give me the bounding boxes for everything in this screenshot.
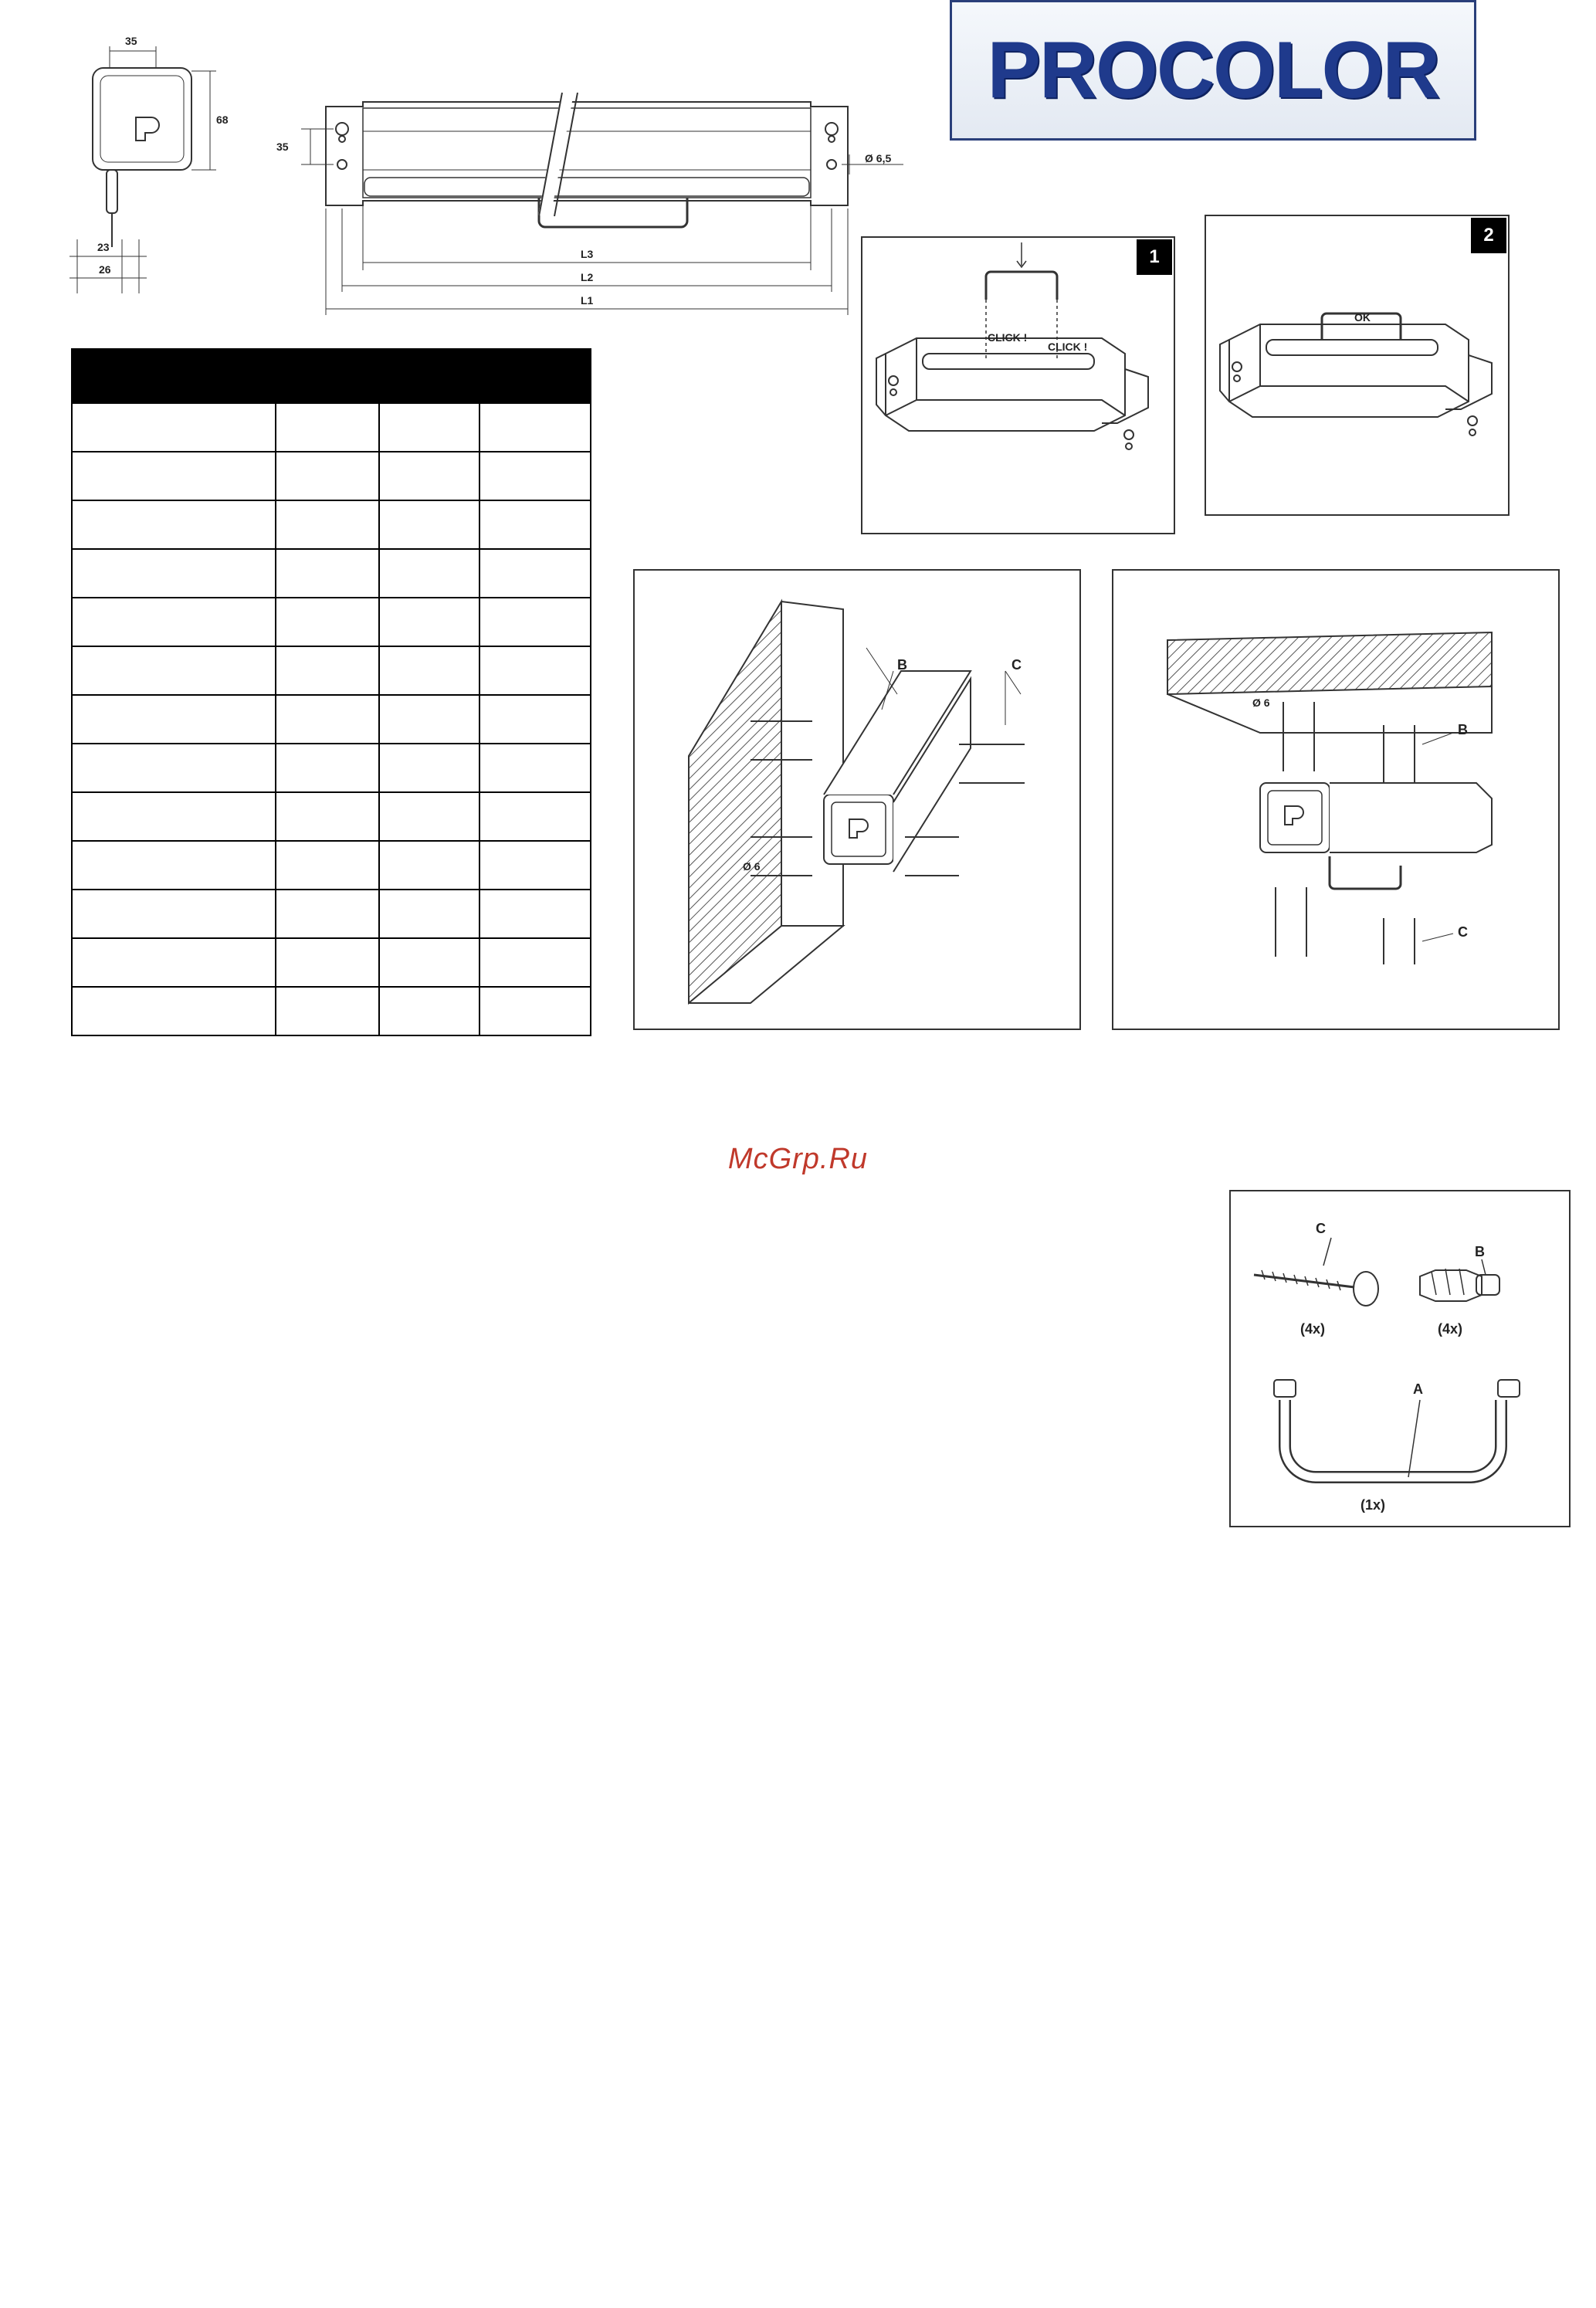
spec-table-cell xyxy=(72,938,276,987)
spec-table-cell xyxy=(276,452,379,500)
front-view xyxy=(301,93,903,315)
spec-table-cell xyxy=(72,695,276,744)
spec-table-row xyxy=(72,646,591,695)
dim-length-2: L2 xyxy=(581,271,594,283)
step-2-badge: 2 xyxy=(1471,218,1506,253)
spec-table-cell xyxy=(379,987,479,1035)
spec-table-cell xyxy=(379,403,479,452)
ceiling-label-c: C xyxy=(1458,924,1468,940)
spec-table-cell xyxy=(276,987,379,1035)
spec-table-cell xyxy=(379,938,479,987)
spec-table-cell xyxy=(276,841,379,890)
spec-table-cell xyxy=(479,890,591,938)
spec-table-cell xyxy=(72,792,276,841)
spec-table-row xyxy=(72,938,591,987)
part-c-qty: (4x) xyxy=(1300,1321,1326,1337)
ceiling-mount-illustration xyxy=(1113,571,1558,1029)
step-1-illustration xyxy=(862,238,1174,533)
spec-table-cell xyxy=(276,938,379,987)
step-1-badge: 1 xyxy=(1137,239,1172,275)
part-c-letter: C xyxy=(1316,1221,1326,1236)
spec-table-cell xyxy=(276,744,379,792)
spec-table-cell xyxy=(479,452,591,500)
spec-table-cell xyxy=(379,549,479,598)
ceiling-drill-size: Ø 6 xyxy=(1252,696,1270,709)
spec-table-cell xyxy=(276,598,379,646)
spec-table-cell xyxy=(379,890,479,938)
spec-table-row xyxy=(72,841,591,890)
spec-table-cell xyxy=(72,646,276,695)
spec-table-cell xyxy=(72,598,276,646)
part-b-qty: (4x) xyxy=(1438,1321,1463,1337)
dim-side-height: 68 xyxy=(216,114,229,126)
spec-table-cell xyxy=(379,646,479,695)
spec-table-cell xyxy=(276,549,379,598)
part-b-letter: B xyxy=(1475,1244,1485,1259)
dim-cable-offset-1: 23 xyxy=(97,241,110,253)
wall-label-b: B xyxy=(897,657,907,673)
parts-illustration xyxy=(1231,1191,1569,1526)
spec-table-cell xyxy=(479,598,591,646)
spec-table-cell xyxy=(379,598,479,646)
step-1-click-left: CLICK ! xyxy=(988,331,1028,344)
part-a-qty: (1x) xyxy=(1360,1497,1386,1513)
spec-table-cell xyxy=(479,403,591,452)
spec-table-cell xyxy=(379,841,479,890)
spec-table-cell xyxy=(479,695,591,744)
dim-length-3: L3 xyxy=(581,248,594,260)
spec-table-row xyxy=(72,744,591,792)
spec-table-row xyxy=(72,403,591,452)
spec-table-cell xyxy=(72,987,276,1035)
spec-table-body xyxy=(72,403,591,1035)
dim-length-1: L1 xyxy=(581,294,594,307)
spec-table-cell xyxy=(479,987,591,1035)
logo-text: PROCOLOR xyxy=(987,25,1439,115)
spec-table-cell xyxy=(72,452,276,500)
spec-table-cell xyxy=(379,500,479,549)
spec-table-row xyxy=(72,987,591,1035)
step-2-panel xyxy=(1205,215,1510,516)
spec-table-row xyxy=(72,598,591,646)
spec-table-cell xyxy=(72,890,276,938)
side-view xyxy=(69,46,216,293)
spec-table-row xyxy=(72,890,591,938)
spec-table-cell xyxy=(479,938,591,987)
spec-table-cell xyxy=(379,744,479,792)
wall-drill-size: Ø 6 xyxy=(743,860,761,873)
spec-table-cell xyxy=(276,792,379,841)
spec-table-row xyxy=(72,792,591,841)
wall-mount-panel xyxy=(633,569,1081,1030)
spec-table-cell xyxy=(276,646,379,695)
spec-table-row xyxy=(72,500,591,549)
step-2-illustration xyxy=(1206,216,1508,514)
ceiling-label-b: B xyxy=(1458,722,1468,737)
spec-table-header-cell xyxy=(72,349,591,403)
spec-table-cell xyxy=(379,695,479,744)
spec-table-cell xyxy=(276,500,379,549)
wall-mount-illustration xyxy=(635,571,1079,1029)
spec-table-cell xyxy=(479,744,591,792)
step-1-panel xyxy=(861,236,1175,534)
dim-side-width: 35 xyxy=(125,35,137,47)
spec-table-cell xyxy=(72,549,276,598)
dimension-drawing xyxy=(62,15,927,317)
dim-hole-spacing: 35 xyxy=(276,141,289,153)
spec-table-cell xyxy=(276,890,379,938)
dim-cable-offset-2: 26 xyxy=(99,263,111,276)
step-2-ok: OK xyxy=(1354,311,1371,324)
spec-table-cell xyxy=(479,500,591,549)
part-a-letter: A xyxy=(1413,1381,1423,1397)
step-1-click-right: CLICK ! xyxy=(1048,341,1088,353)
spec-table xyxy=(71,348,591,1036)
spec-table-cell xyxy=(479,792,591,841)
parts-panel xyxy=(1229,1190,1571,1527)
spec-table-row xyxy=(72,695,591,744)
spec-table-row xyxy=(72,549,591,598)
spec-table-row xyxy=(72,452,591,500)
spec-table-cell xyxy=(479,646,591,695)
spec-table-header xyxy=(72,349,591,403)
spec-table-cell xyxy=(479,549,591,598)
spec-table-cell xyxy=(72,841,276,890)
brand-logo xyxy=(950,0,1476,141)
ceiling-mount-panel xyxy=(1112,569,1560,1030)
spec-table-cell xyxy=(479,841,591,890)
wall-label-c: C xyxy=(1011,657,1022,673)
spec-table-cell xyxy=(276,403,379,452)
spec-table-cell xyxy=(72,744,276,792)
spec-table-cell xyxy=(72,403,276,452)
spec-table-cell xyxy=(72,500,276,549)
spec-table-cell xyxy=(379,792,479,841)
watermark: McGrp.Ru xyxy=(727,1143,869,1175)
spec-table-cell xyxy=(276,695,379,744)
dim-hole-diameter: Ø 6,5 xyxy=(865,152,892,164)
spec-table-cell xyxy=(379,452,479,500)
